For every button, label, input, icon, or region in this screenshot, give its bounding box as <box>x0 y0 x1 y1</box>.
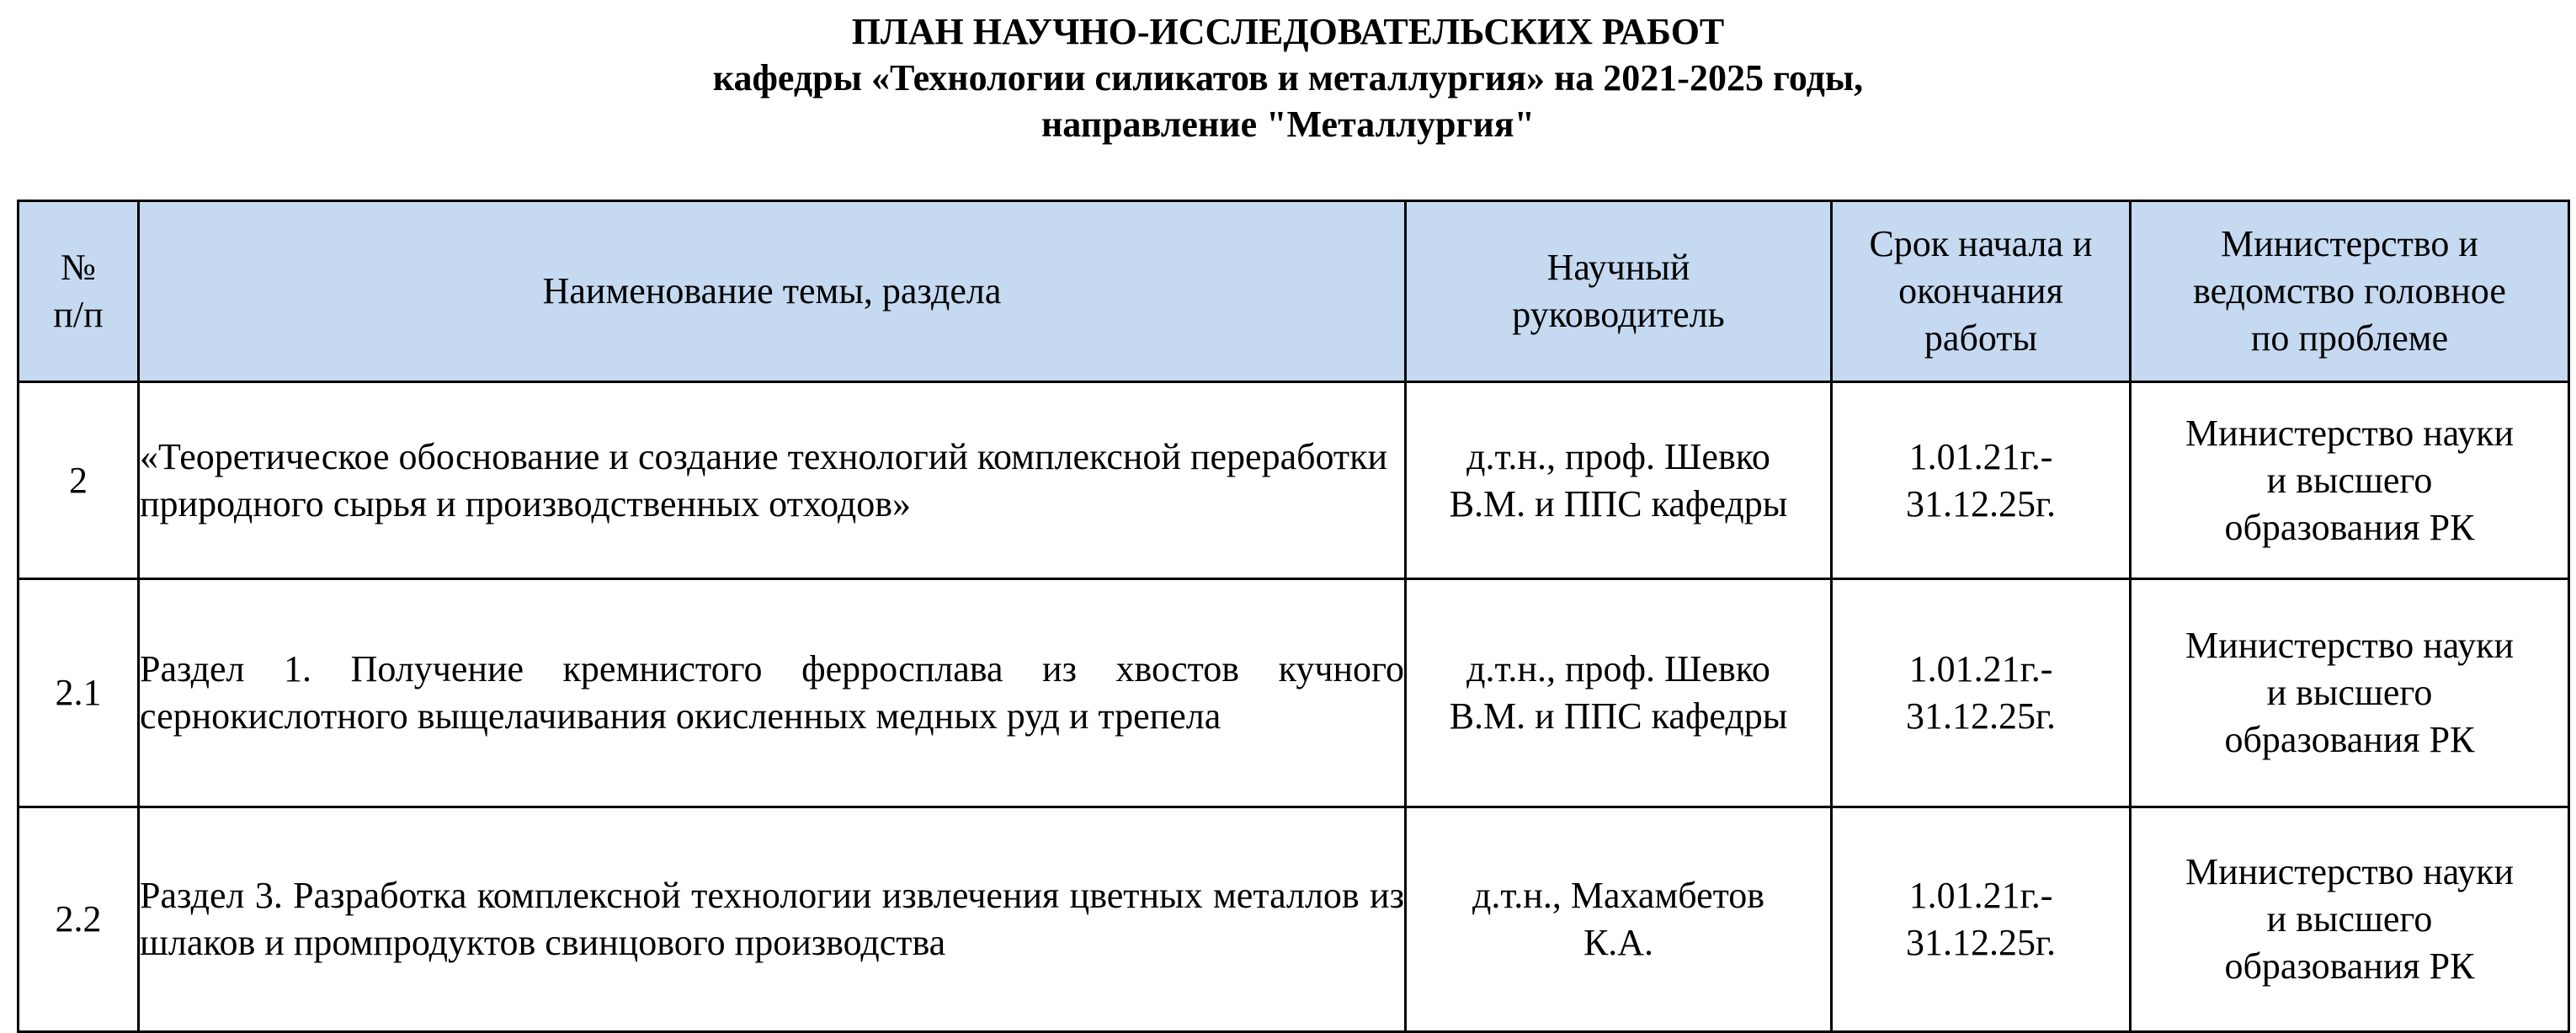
row-title: Раздел 1. Получение кремнистого ферросплава из хвостов кучного сернокислотного выщелачивания окисленных медных руд и трепела <box>139 579 1406 807</box>
row-supervisor: д.т.н., Махамбетов К.А. <box>1406 807 1832 1032</box>
row-number: 2 <box>19 382 139 579</box>
column-header-supervisor: Научный руководитель <box>1406 201 1832 382</box>
row-title: Раздел 3. Разработка комплексной технологии извлечения цветных металлов из шлаков и промпродуктов свинцового производства <box>139 807 1406 1032</box>
table-row <box>19 382 2569 579</box>
row-ministry: Министерство науки и высшего образования РК <box>2131 382 2569 579</box>
row-supervisor: д.т.н., проф. Шевко В.М. и ППС кафедры <box>1406 579 1832 807</box>
row-supervisor: д.т.н., проф. Шевко В.М. и ППС кафедры <box>1406 382 1832 579</box>
document-header <box>0 8 2576 147</box>
column-header-ministry: Министерство и ведомство головное по проблеме <box>2131 201 2569 382</box>
table-header-row <box>19 201 2569 382</box>
column-header-title: Наименование темы, раздела <box>139 201 1406 382</box>
research-plan-table <box>17 200 2570 1033</box>
document-subtitle: кафедры «Технологии силикатов и металлургия» на 2021-2025 годы, <box>712 57 1864 99</box>
document-direction: направление "Металлургия" <box>1041 104 1535 145</box>
row-ministry: Министерство науки и высшего образования РК <box>2131 579 2569 807</box>
row-number: 2.1 <box>19 579 139 807</box>
table-row <box>19 807 2569 1032</box>
row-term: 1.01.21г.- 31.12.25г. <box>1832 807 2131 1032</box>
row-number: 2.2 <box>19 807 139 1032</box>
document-title: ПЛАН НАУЧНО-ИССЛЕДОВАТЕЛЬСКИХ РАБОТ <box>851 11 1725 52</box>
column-header-term: Срок начала и окончания работы <box>1832 201 2131 382</box>
column-header-number: № п/п <box>19 201 139 382</box>
row-term: 1.01.21г.- 31.12.25г. <box>1832 382 2131 579</box>
table-row <box>19 579 2569 807</box>
row-ministry: Министерство науки и высшего образования РК <box>2131 807 2569 1032</box>
row-title: «Теоретическое обоснование и создание технологий комплексной переработки природного сырья и производственных отходов» <box>139 382 1406 579</box>
row-term: 1.01.21г.- 31.12.25г. <box>1832 579 2131 807</box>
